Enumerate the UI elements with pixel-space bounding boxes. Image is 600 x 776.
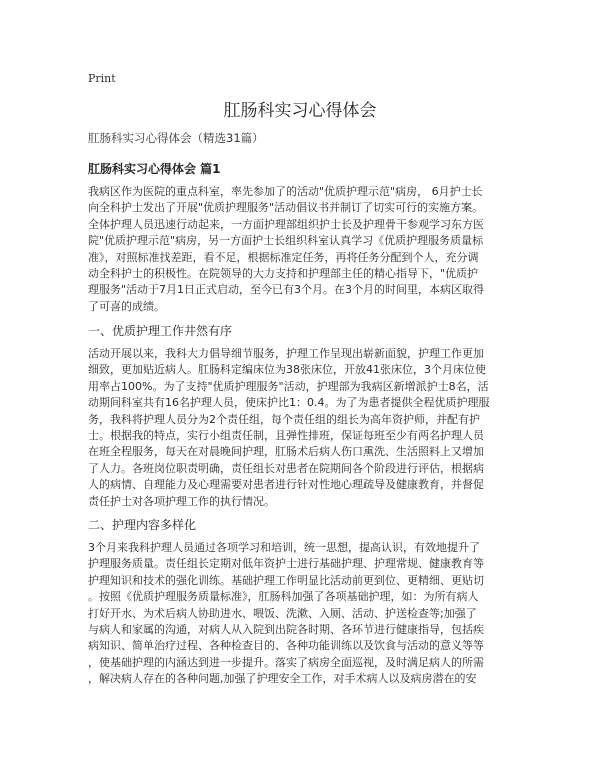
text-line: 动期间科室共有16名护理人员，使床护比1：0.4。为了为患者提供全程优质护理服 <box>88 396 490 410</box>
text-line: 病知识、简单治疗过程、各种检查目的、各种功能训练以及饮食与活动的意义等等 <box>88 639 484 653</box>
text-line: 护理服务质量。责任组长定期对低年资护士进行基础护理、护理常规、健康教育等 <box>88 557 484 571</box>
text-line: 全体护理人员迅速行动起来，一方面护理部组织护士长及护理骨干参观学习东方医 <box>88 217 484 231</box>
text-line: 3个月来我科护理人员通过各项学习和培训，统一思想，提高认识，有效地提升了 <box>88 541 480 554</box>
text-line: 活动开展以来，我科大力倡导细节服务，护理工作呈现出崭新面貌，护理工作更加 <box>88 347 484 360</box>
document-subtitle: 肛肠科实习心得体会（精选31篇） <box>88 131 264 145</box>
text-line: 向全科护士发出了开展"优质护理服务"活动倡议书并制订了切实可行的实施方案。 <box>88 201 484 215</box>
text-line: 打好开水、为术后病人协助进水、喂饭、洗漱、入厕、活动、护送检查等;加强了 <box>88 606 477 620</box>
text-line: 动全科护士的积极性。在院领导的大力支持和护理部主任的精心指导下，"优质护 <box>88 267 479 281</box>
text-line: 我病区作为医院的重点科室，率先参加了的活动"优质护理示范"病房， 6月护士长 <box>88 185 483 198</box>
text-line: 用率占100%。为了支持"优质护理服务"活动，护理部为我病区新增派护士8名，活 <box>88 379 489 393</box>
paragraph-1 <box>88 184 518 315</box>
text-line: ，解决病人存在的各种问题,加强了护理安全工作，对手术病人以及病房潜在的安 <box>88 672 477 686</box>
text-line: 责任护士对各项护理工作的执行情况。 <box>88 494 275 508</box>
text-line: 了可喜的成绩。 <box>88 299 165 313</box>
text-line: 细致，更加贴近病人。肛肠科定编床位为38张床位，开放41张床位，3个月床位使 <box>88 363 486 377</box>
text-line: 。按照《优质护理服务质量标准》，肛肠科加强了各项基础护理，如：为所有病人 <box>88 590 479 604</box>
heading-2: 二、护理内容多样化 <box>88 518 197 532</box>
text-line: 士。根据我的特点，实行小组责任制，且弹性排班，保证每班至少有两名护理人员 <box>88 429 484 443</box>
paragraph-3 <box>88 540 518 688</box>
text-line: 了人力。各班岗位职责明确，责任组长对患者在院期间各个阶段进行评估，根据病 <box>88 461 484 475</box>
text-line: 准》，对照标准找差距，看不足，根据标准定任务，再将任务分配到个人，充分调 <box>88 250 479 264</box>
text-line: ，使基础护理的内涵达到进一步提升。落实了病房全面巡视，及时满足病人的所需 <box>88 655 484 669</box>
text-line: 人的病情、自理能力及心理需要对患者进行针对性地心理疏导及健康教育，并督促 <box>88 478 484 492</box>
paragraph-2 <box>88 346 518 510</box>
text-line: 在班全程服务，每天在对晨晚间护理，肛肠术后病人伤口熏洗、生活照料上又增加 <box>88 445 484 459</box>
print-link[interactable]: Print <box>88 72 116 85</box>
text-line: 与病人和家属的沟通，对病人从入院到出院各时期、各环节进行健康指导，包括疾 <box>88 623 484 637</box>
text-line: 院"优质护理示范"病房，另一方面护士长组织科室认真学习《优质护理服务质量标 <box>88 234 484 248</box>
page-title: 肛肠科实习心得体会 <box>223 101 377 121</box>
heading-1: 一、优质护理工作井然有序 <box>88 324 233 338</box>
text-line: 护理知识和技术的强化训练。基础护理工作明显比活动前更到位、更精细、更贴切 <box>88 573 484 587</box>
text-line: 理服务"活动于7月1日正式启动，至今已有3个月。在3个月的时间里，本病区取得 <box>88 283 485 297</box>
section-title: 肛肠科实习心得体会 篇1 <box>88 162 221 176</box>
text-line: 务，我科将护理人员分为2个责任组，每个责任组的组长为高年资护师，并配有护 <box>88 412 480 426</box>
